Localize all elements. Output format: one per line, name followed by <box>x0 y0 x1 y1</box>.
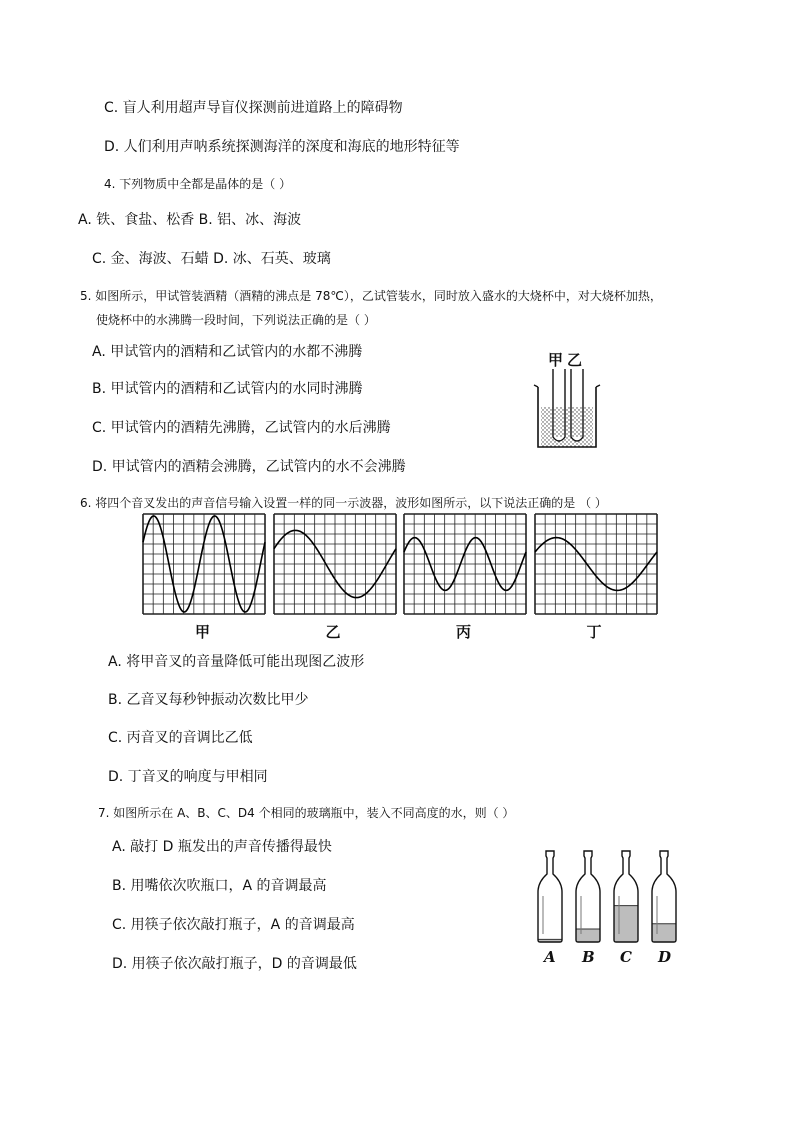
waveform-1 <box>142 513 266 615</box>
q5-option-c: C. 甲试管内的酒精先沸腾，乙试管内的水后沸腾 <box>92 420 391 436</box>
waveform-2 <box>273 513 397 615</box>
bottle-A <box>535 848 563 944</box>
q7-option-a: A. 敲打 D 瓶发出的声音传播得最快 <box>112 839 332 855</box>
bottle-D <box>649 848 677 944</box>
waveform-label-2: 乙 <box>325 623 341 641</box>
q5-stem-line2: 使烧杯中的水沸腾一段时间，下列说法正确的是（ ） <box>96 313 376 327</box>
q5-option-b: B. 甲试管内的酒精和乙试管内的水同时沸腾 <box>92 381 363 397</box>
q7-option-b: B. 用嘴依次吹瓶口，A 的音调最高 <box>112 878 327 894</box>
q5-stem-line1: 5. 如图所示，甲试管装酒精（酒精的沸点是 78℃），乙试管装水，同时放入盛水的大烧杯中，对大烧杯加热， <box>80 289 662 303</box>
oscilloscope-figure <box>142 513 654 641</box>
q7-option-c: C. 用筷子依次敲打瓶子，A 的音调最高 <box>112 917 355 933</box>
bottle-label-A: A <box>544 948 556 966</box>
q6-option-a: A. 将甲音叉的音量降低可能出现图乙波形 <box>108 654 365 670</box>
waveform-label-4: 丁 <box>586 623 602 641</box>
q6-option-c: C. 丙音叉的音调比乙低 <box>108 730 253 746</box>
q4-stem: 4. 下列物质中全都是晶体的是（ ） <box>104 177 292 191</box>
waveform-3 <box>403 513 527 615</box>
bottle-B <box>573 848 601 944</box>
beaker-label-yi: 乙 <box>567 351 583 369</box>
q5-option-a: A. 甲试管内的酒精和乙试管内的水都不沸腾 <box>92 344 363 360</box>
q4-options-ab: A. 铁、食盐、松香 B. 铝、冰、海波 <box>78 212 302 228</box>
bottle-C <box>611 848 639 944</box>
bottles-figure <box>535 848 695 968</box>
q7-stem: 7. 如图所示在 A、B、C、D4 个相同的玻璃瓶中，装入不同高度的水，则（ ） <box>98 806 515 820</box>
q5-option-d: D. 甲试管内的酒精会沸腾，乙试管内的水不会沸腾 <box>92 459 406 475</box>
beaker-figure <box>530 345 605 453</box>
q3-option-c: C. 盲人利用超声导盲仪探测前进道路上的障碍物 <box>104 100 403 116</box>
waveform-4 <box>534 513 658 615</box>
q7-option-d: D. 用筷子依次敲打瓶子，D 的音调最低 <box>112 956 357 972</box>
beaker-label-jia: 甲 <box>548 351 564 369</box>
q6-stem: 6. 将四个音叉发出的声音信号输入设置一样的同一示波器，波形如图所示，以下说法正确的是 （ ） <box>80 496 607 510</box>
q3-option-d: D. 人们利用声呐系统探测海洋的深度和海底的地形特征等 <box>104 139 460 155</box>
q6-option-d: D. 丁音叉的响度与甲相同 <box>108 769 268 785</box>
q4-options-cd: C. 金、海波、石蜡 D. 冰、石英、玻璃 <box>92 251 331 267</box>
q6-option-b: B. 乙音叉每秒钟振动次数比甲少 <box>108 692 309 708</box>
bottle-label-C: C <box>620 948 632 966</box>
bottle-label-B: B <box>582 948 595 966</box>
waveform-label-1: 甲 <box>195 623 211 641</box>
bottle-label-D: D <box>658 948 672 966</box>
waveform-label-3: 丙 <box>456 623 472 641</box>
